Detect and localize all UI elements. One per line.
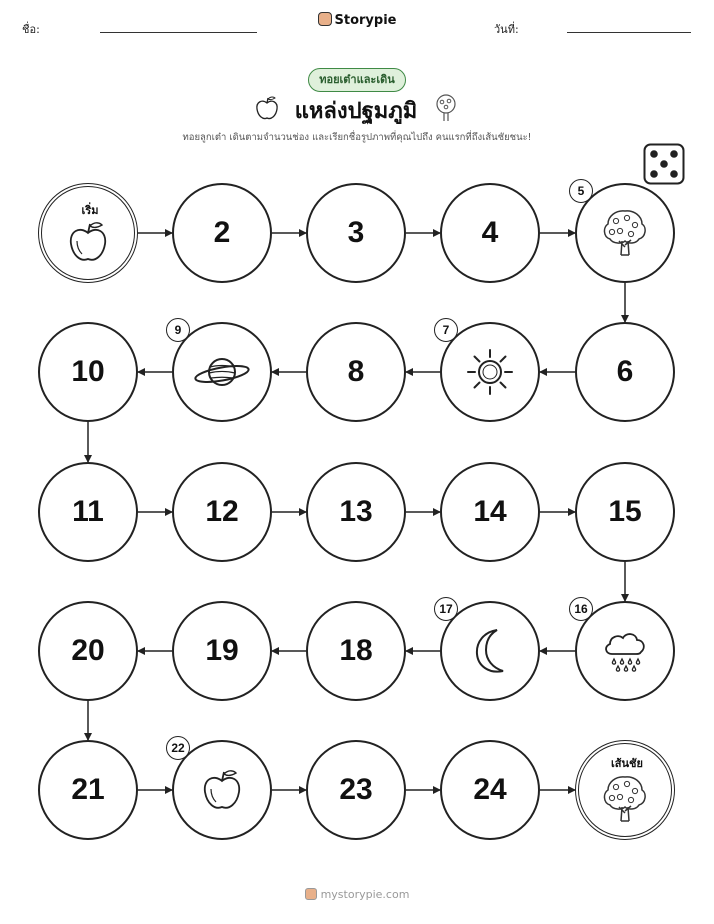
cell-number: 23 <box>339 773 373 806</box>
footer-brand: mystorypie.com <box>0 888 714 901</box>
board-cell-13 <box>306 462 406 562</box>
instructions: ทอยลูกเต๋า เดินตามจำนวนช่อง และเรียกชื่อรูปภาพที่คุณไปถึง คนแรกที่ถึงเส้นชัยชนะ! <box>182 132 532 143</box>
tree-icon <box>600 207 650 259</box>
mascot-icon <box>305 888 317 900</box>
cell-number: 20 <box>71 634 105 667</box>
board-cell-20 <box>38 601 138 701</box>
cell-number: 3 <box>347 216 365 249</box>
finish-cell <box>575 740 675 840</box>
cell-number-badge: 16 <box>569 597 593 621</box>
cell-number: 13 <box>339 495 373 528</box>
name-label: ชื่อ: <box>22 23 40 36</box>
sun-icon <box>464 346 516 398</box>
board-cell-6 <box>575 322 675 422</box>
cell-number: 14 <box>473 495 507 528</box>
start-cell <box>38 183 138 283</box>
cell-number-badge: 5 <box>569 179 593 203</box>
tree-icon <box>600 773 650 825</box>
rain-cloud-icon <box>600 626 650 676</box>
cell-number: 24 <box>473 773 507 806</box>
cell-number: 6 <box>616 355 634 388</box>
board-cell-24 <box>440 740 540 840</box>
cell-number: 18 <box>339 634 373 667</box>
board-cell-11 <box>38 462 138 562</box>
board-cell-12 <box>172 462 272 562</box>
board-cell-21 <box>38 740 138 840</box>
board-cell-3 <box>306 183 406 283</box>
cell-number-badge: 7 <box>434 318 458 342</box>
apple-icon <box>65 219 111 265</box>
board-cell-15 <box>575 462 675 562</box>
finish-label: เส้นชัย <box>611 758 643 770</box>
cell-number: 12 <box>205 495 239 528</box>
apple-icon <box>199 767 245 813</box>
cell-number-badge: 22 <box>166 736 190 760</box>
cell-number: 10 <box>71 355 105 388</box>
board-cell-2 <box>172 183 272 283</box>
board-cell-8 <box>306 322 406 422</box>
cell-number: 21 <box>71 773 105 806</box>
board-cell-14 <box>440 462 540 562</box>
cell-number: 4 <box>481 216 499 249</box>
cell-number: 11 <box>72 495 104 528</box>
cell-number: 15 <box>608 495 642 528</box>
board-cell-18 <box>306 601 406 701</box>
brand-name: Storypie <box>334 13 397 28</box>
board-cell-23 <box>306 740 406 840</box>
date-label: วันที่: <box>494 23 519 36</box>
board-cell-19 <box>172 601 272 701</box>
cell-number: 8 <box>347 355 365 388</box>
cell-number-badge: 9 <box>166 318 190 342</box>
title-text: แหล่งปฐมภูมิ <box>294 99 418 124</box>
cell-number: 2 <box>213 216 231 249</box>
game-type-tag: ทอยเต๋าและเดิน <box>308 68 406 92</box>
board-cell-4 <box>440 183 540 283</box>
start-label: เริ่ม <box>81 205 99 217</box>
planet-icon <box>193 350 251 394</box>
moon-icon <box>467 626 513 676</box>
cell-number: 19 <box>205 634 239 667</box>
cell-number-badge: 17 <box>434 597 458 621</box>
board-cell-10 <box>38 322 138 422</box>
